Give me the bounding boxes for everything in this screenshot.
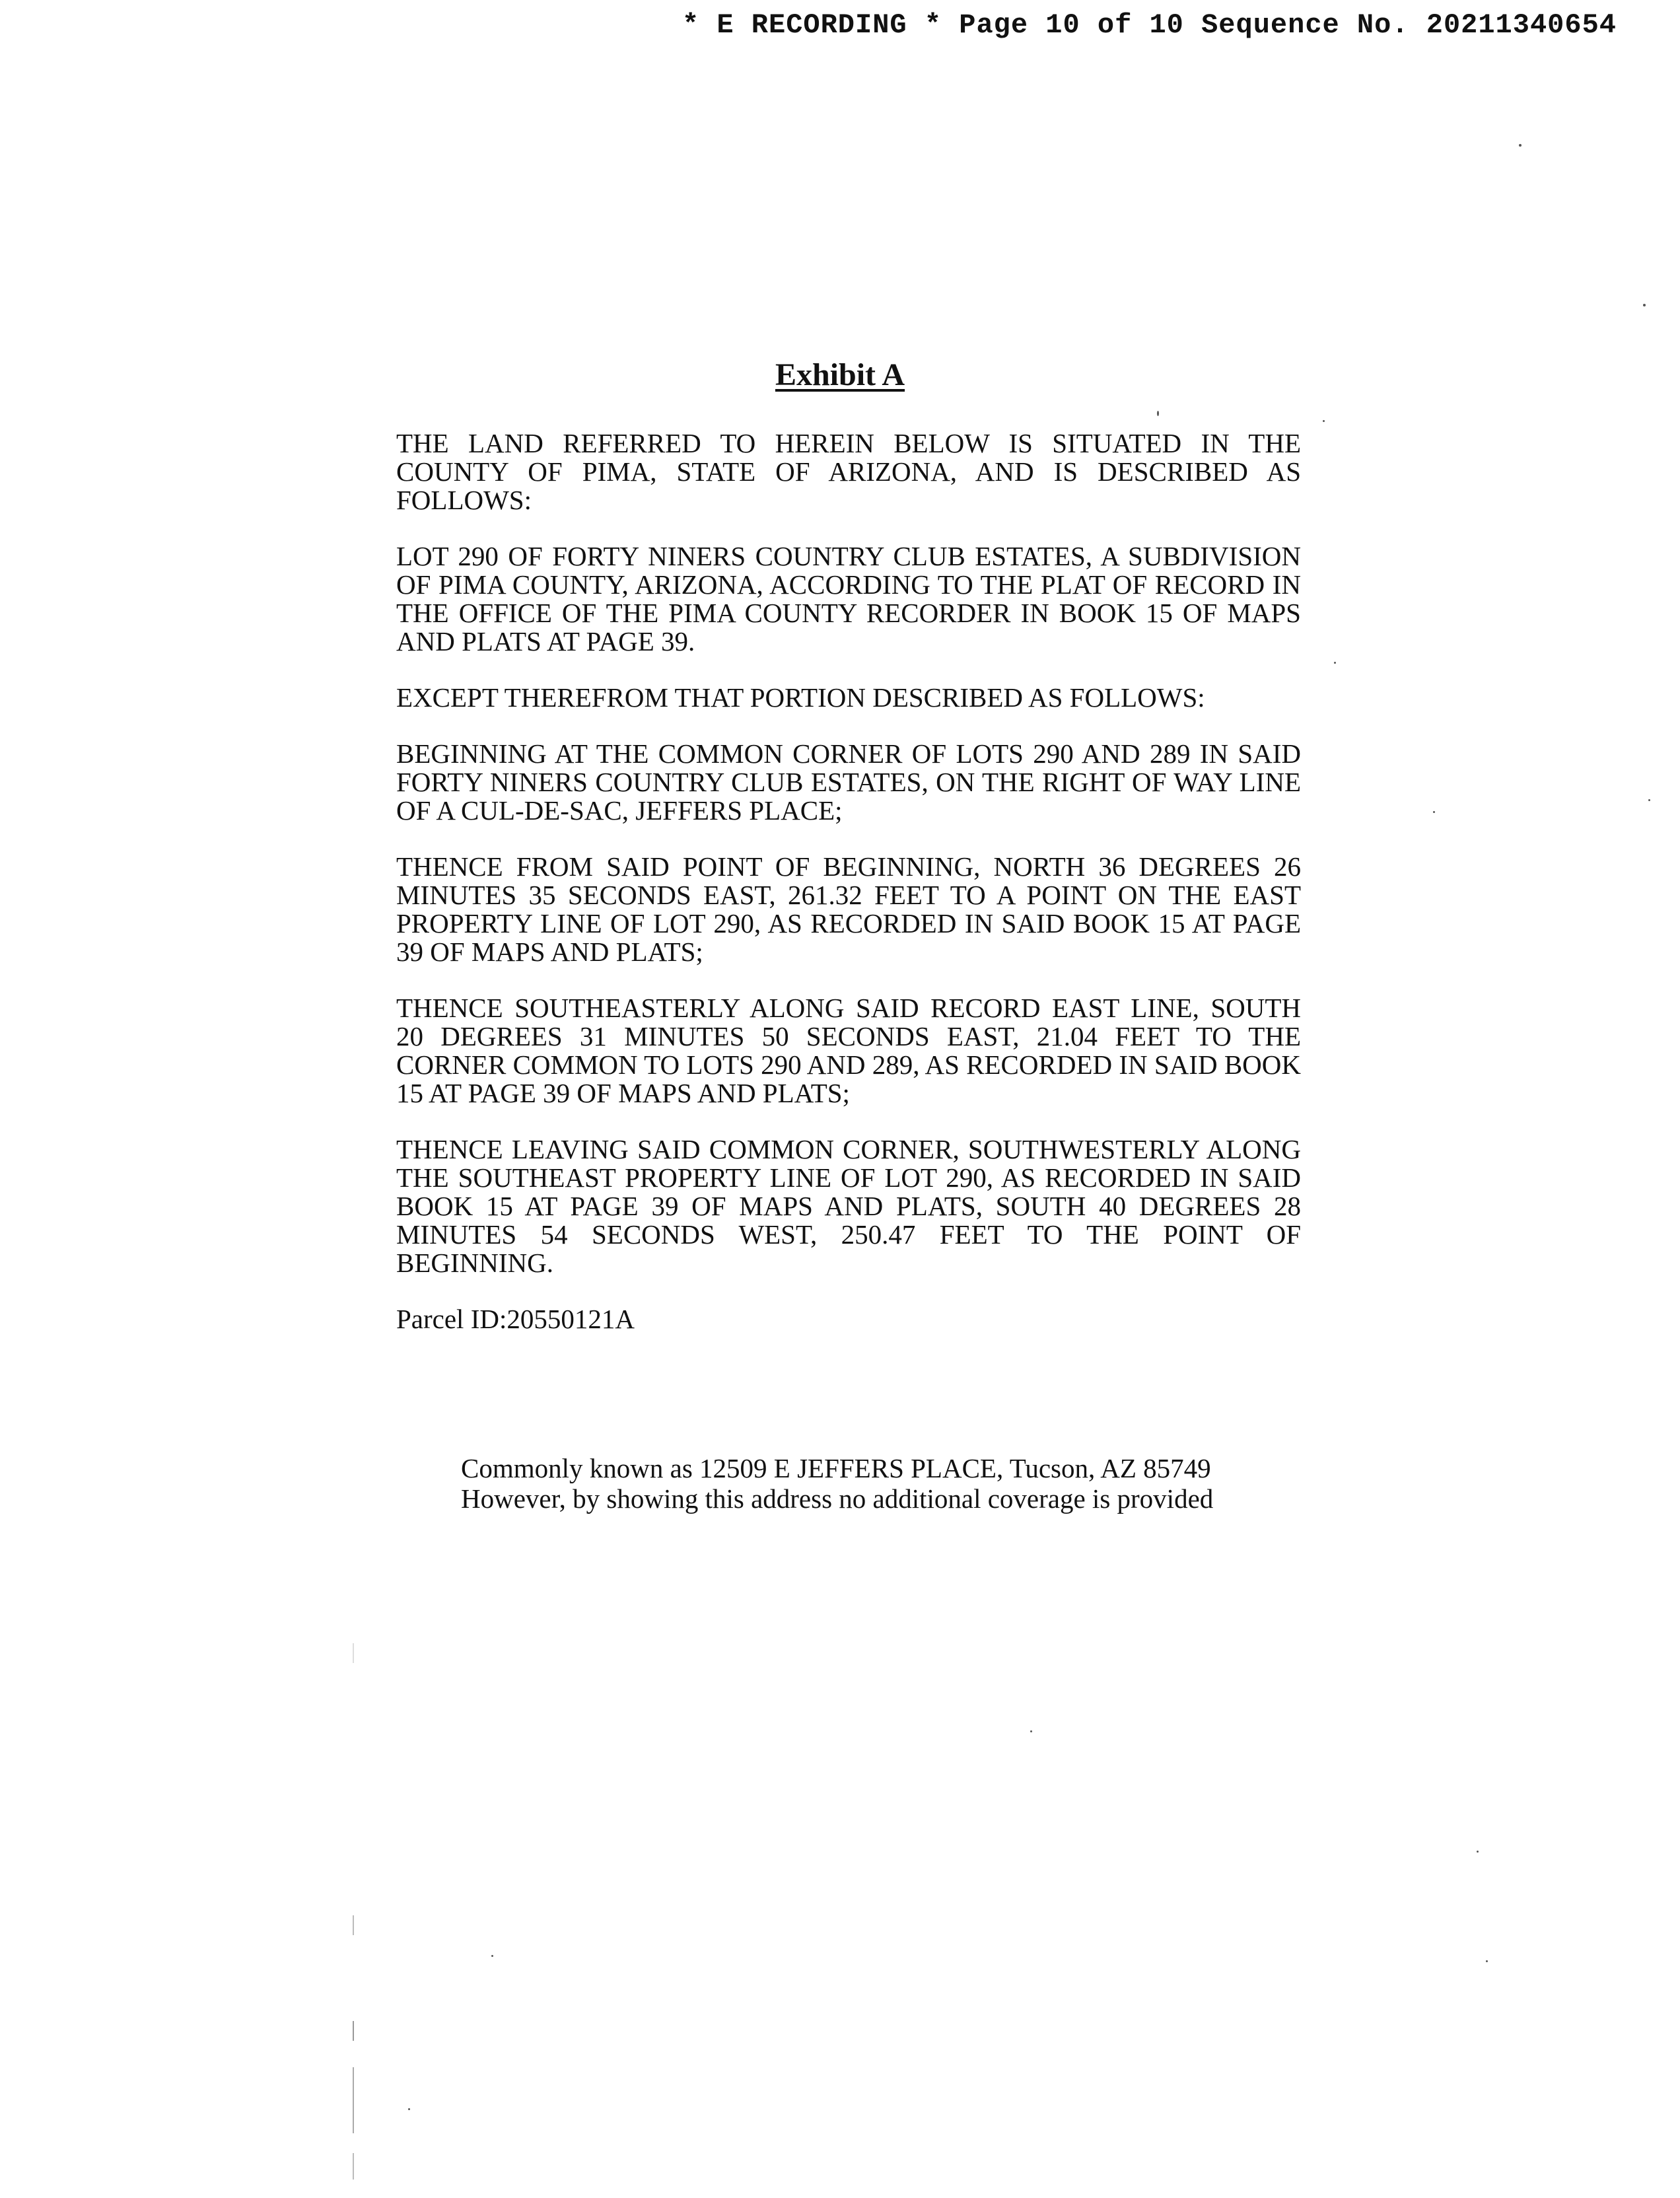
legal-paragraph-north-course: THENCE FROM SAID POINT OF BEGINNING, NORTH 36 DEGREES 26 MINUTES 35 SECONDS EAST, 261.32 FEET TO A POINT ON THE EAST PROPERTY LINE OF LOT 290, AS RECORDED IN SAID BOOK 15 AT PAGE 39 OF MAPS AND PLATS; bbox=[396, 851, 1301, 967]
legal-paragraph-southwest-course: THENCE LEAVING SAID COMMON CORNER, SOUTHWESTERLY ALONG THE SOUTHEAST PROPERTY LINE OF LOT 290, AS RECORDED IN SAID BOOK 15 AT PAGE 39 OF MAPS AND PLATS, SOUTH 40 DEGREES 28 MINUTES 54 SECONDS WEST, 250.47 FEET TO THE POINT OF BEGINNING. bbox=[396, 1134, 1301, 1278]
legal-paragraph-southeast-course: THENCE SOUTHEASTERLY ALONG SAID RECORD EAST LINE, SOUTH 20 DEGREES 31 MINUTES 50 SECONDS EAST, 21.04 FEET TO THE CORNER COMMON TO LOTS 290 AND 289, AS RECORDED IN SAID BOOK 15 AT PAGE 39 OF MAPS AND PLATS; bbox=[396, 993, 1301, 1108]
scan-speck bbox=[1486, 1960, 1488, 1962]
scan-speck bbox=[353, 1643, 354, 1663]
scan-speck bbox=[353, 2153, 354, 2180]
legal-paragraph-intro: THE LAND REFERRED TO HEREIN BELOW IS SITUATED IN THE COUNTY OF PIMA, STATE OF ARIZONA, AND IS DESCRIBED AS FOLLOWS: bbox=[396, 428, 1301, 515]
parcel-id: Parcel ID:20550121A bbox=[396, 1304, 635, 1334]
scan-speck bbox=[408, 2108, 410, 2110]
scan-speck bbox=[353, 1915, 354, 1935]
scan-speck bbox=[1643, 304, 1646, 306]
legal-paragraph-except: EXCEPT THEREFROM THAT PORTION DESCRIBED AS FOLLOWS: bbox=[396, 682, 1205, 713]
scan-speck bbox=[1323, 420, 1325, 422]
scan-speck bbox=[1334, 662, 1336, 664]
address-disclaimer: However, by showing this address no additional coverage is provided bbox=[461, 1483, 1214, 1514]
scan-speck bbox=[353, 2067, 354, 2133]
address-block bbox=[461, 1453, 1213, 1514]
legal-description bbox=[396, 429, 1301, 1333]
legal-paragraph-lot: LOT 290 OF FORTY NINERS COUNTRY CLUB ESTATES, A SUBDIVISION OF PIMA COUNTY, ARIZONA, ACCORDING TO THE PLAT OF RECORD IN THE OFFICE OF THE PIMA COUNTY RECORDER IN BOOK 15 OF MAPS AND PLATS AT PAGE 39. bbox=[396, 541, 1301, 656]
scan-speck bbox=[1477, 1851, 1479, 1853]
scan-speck bbox=[1030, 1730, 1032, 1732]
scan-speck bbox=[491, 1955, 493, 1957]
address-line: Commonly known as 12509 E JEFFERS PLACE, Tucson, AZ 85749 bbox=[461, 1453, 1211, 1483]
scan-speck bbox=[1519, 144, 1522, 147]
recording-stamp-header: * E RECORDING * Page 10 of 10 Sequence No. 20211340654 bbox=[682, 9, 1617, 41]
scan-speck bbox=[1433, 811, 1435, 813]
scan-speck bbox=[353, 2021, 354, 2041]
legal-paragraph-beginning: BEGINNING AT THE COMMON CORNER OF LOTS 290 AND 289 IN SAID FORTY NINERS COUNTRY CLUB ESTATES, ON THE RIGHT OF WAY LINE OF A CUL-DE-SAC, JEFFERS PLACE; bbox=[396, 738, 1301, 826]
scan-speck bbox=[1157, 411, 1159, 416]
scan-speck bbox=[1648, 799, 1650, 801]
exhibit-title: Exhibit A bbox=[775, 357, 905, 392]
